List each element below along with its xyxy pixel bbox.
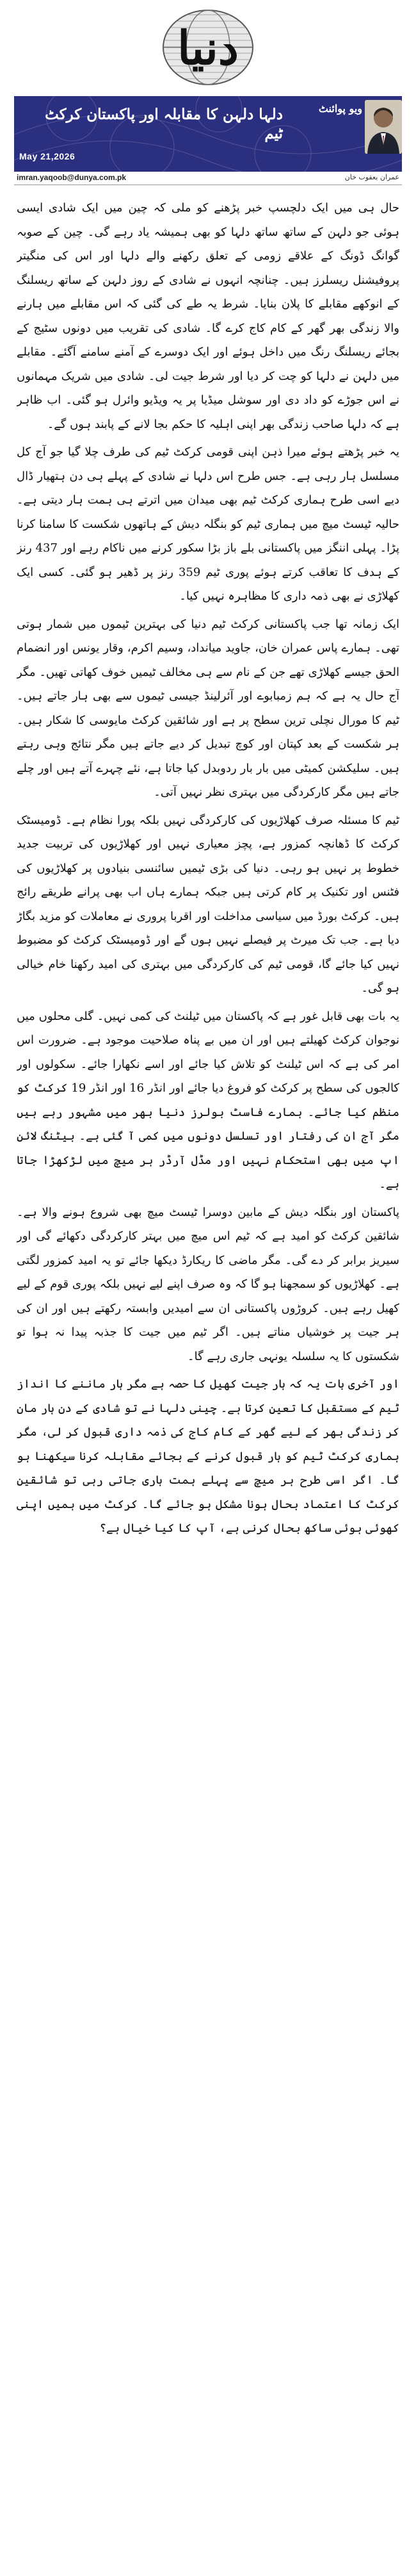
paragraph: پاکستان اور بنگلہ دیش کے مابین دوسرا ٹیسٹ میچ بھی شروع ہونے والا ہے۔ شائقین کرکٹ کو امید ہے کہ ٹیم اس میچ میں بہتر کارکردگی دکھائے گی اور سیریز برابر کر دے گی۔ مگر ماضی کا ریکارڈ دیکھا جائے تو یہ امید کمزور لگتی ہے۔ کھلاڑیوں کو سمجھنا ہو گا کہ وہ صرف اپنے لیے نہیں بلکہ پوری قوم کے لیے کھیل رہے ہیں۔ کروڑوں پاکستانی ان سے امیدیں وابستہ رکھتے ہیں اور ان کی ہر جیت پر خوشیاں مناتے ہیں۔ اگر ٹیم میں جیت کا جذبہ پیدا نہ ہوا تو شکستوں کا یہ سلسلہ یونہی جاری رہے گا۔ bbox=[17, 1205, 399, 1363]
paragraph: ٹیم کا مسئلہ صرف کھلاڑیوں کی کارکردگی نہیں بلکہ پورا نظام ہے۔ ڈومیسٹک کرکٹ کا ڈھانچہ کمزور ہے، پچز معیاری نہیں اور کھلاڑیوں کی تربیت جدید خطوط پر نہیں ہو رہی۔ دنیا کی بڑی ٹیمیں سائنسی بنیادوں پر کھلاڑیوں کی فٹنس اور تکنیک پر کام کرتی ہیں جبکہ ہمارے ہاں اب بھی پرانے طریقے رائج ہیں۔ کرکٹ بورڈ میں سیاسی مداخلت اور اقربا پروری نے معاملات کو مزید بگاڑ دیا ہے۔ جب تک میرٹ پر فیصلے نہیں ہوں گے اور ڈومیسٹک کرکٹ کو مضبوط نہیں کیا جائے گا، قومی ٹیم کی کارکردگی میں بہتری کی امید رکھنا خام خیالی ہو گی۔ bbox=[17, 813, 399, 995]
headline: دلہا دلہن کا مقابلہ اور پاکستان کرکٹ ٹیم bbox=[45, 106, 283, 142]
column-name: ویو پوائنٹ bbox=[318, 103, 362, 115]
author-credit: عمران یعقوب خان bbox=[344, 173, 399, 181]
paragraph: ایک زمانہ تھا جب پاکستانی کرکٹ ٹیم دنیا کی بہترین ٹیموں میں شمار ہوتی تھی۔ ہمارے پاس عمران خان، جاوید میانداد، وسیم اکرم، وقار یونس اور انضمام الحق جیسے کھلاڑی تھے جن کے نام سے ہی مخالف ٹیمیں خوف کھاتی تھیں۔ مگر آج حال یہ ہے کہ ہم زمبابوے اور آئرلینڈ جیسی ٹیموں سے بھی ہار جاتے ہیں۔ ٹیم کا مورال نچلی ترین سطح پر ہے اور شائقین کرکٹ مایوسی کا شکار ہیں۔ ہر شکست کے بعد کپتان اور کوچ تبدیل کر دیے جاتے ہیں مگر نتائج وہی رہتے ہیں۔ سلیکشن کمیٹی میں بار بار ردوبدل کیا جاتا ہے، نئے چہرے آتے ہیں اور چلے جاتے ہیں مگر کارکردگی میں بہتری نظر نہیں آتی۔ bbox=[17, 617, 399, 799]
column-header bbox=[14, 96, 402, 172]
paragraph: حال ہی میں ایک دلچسپ خبر پڑھنے کو ملی کہ چین میں ایک شادی ایسی ہوئی جو دلہن کے ساتھ ساتھ دلہا کو بھی ہمیشہ یاد رہے گی۔ چین کے صوبہ گوانگ ڈونگ کے علاقے زومی کے تعلق رکھنے والے دلہا اور اس کی منگیتر پروفیشنل ریسلرز ہیں۔ چنانچہ انہوں نے شادی کے روز دلہن کے ساتھ ریسلنگ کے انوکھے مقابلے کا پلان بنایا۔ شرط یہ طے کی گئی کہ اس مقابلے میں ہارنے والا زندگی بھر گھر کے کام کاج کرے گا۔ شادی کی تقریب میں دونوں سٹیج کے بجائے ریسلنگ رنگ میں داخل ہوئے اور ایک دوسرے کے آمنے سامنے آگئے۔ مقابلے میں دلہن نے دلہا کو چت کر دیا اور شرط جیت لی۔ شادی میں شریک مہمانوں نے اس جوڑے کو داد دی اور سوشل میڈیا پر یہ ویڈیو وائرل ہو گئی۔ اب ظاہر ہے کہ دلہا صاحب زندگی بھر اپنی اہلیہ کا حکم بجا لانے کے پابند ہوں گے۔ bbox=[17, 201, 399, 431]
author-box bbox=[289, 99, 402, 172]
paragraph: یہ خبر پڑھتے ہوئے میرا ذہن اپنی قومی کرکٹ ٹیم کی طرف چلا گیا جو آج کل مسلسل ہار رہی ہے۔ جس طرح اس دلہا نے شادی کے پہلے ہی دن ہتھیار ڈال دیے اسی طرح ہماری کرکٹ ٹیم بھی میدان میں اترتے ہی ہمت ہار دیتی ہے۔ حالیہ ٹیسٹ میچ میں ہماری ٹیم کو بنگلہ دیش کے ہاتھوں شکست کا سامنا کرنا پڑا۔ پہلی اننگز میں پاکستانی بلے باز بڑا سکور کرنے میں ناکام رہے اور 437 رنز کے ہدف کا تعاقب کرتے ہوئے پوری ٹیم 359 رنز پر ڈھیر ہو گئی۔ کسی ایک کھلاڑی نے بھی ذمہ داری کا مظاہرہ نہیں کیا۔ bbox=[17, 445, 399, 603]
article-body bbox=[17, 196, 399, 2566]
paragraph: یہ بات بھی قابل غور ہے کہ پاکستان میں ٹیلنٹ کی کمی نہیں۔ گلی محلوں میں نوجوان کرکٹ کھیلتے ہیں اور ان میں بے پناہ صلاحیت موجود ہے۔ ضرورت اس امر کی ہے کہ اس ٹیلنٹ کو تلاش کیا جائے اور اسے نکھارا جائے۔ سکولوں اور کالجوں کی سطح پر کرکٹ کو فروغ دیا جائے اور انڈر 16 اور انڈر 19 کرکٹ کو منظم کیا جائے۔ ہمارے فاسٹ بولرز دنیا بھر میں مشہور رہے ہیں مگر آج ان کی رفتار اور تسلسل دونوں میں کمی آ گئی ہے۔ بیٹنگ لائن اپ میں بھی استحکام نہیں اور مڈل آرڈر ہر میچ میں لڑکھڑا جاتا ہے۔ bbox=[17, 1009, 399, 1191]
author-photo bbox=[365, 100, 402, 154]
dunya-logo bbox=[144, 5, 272, 88]
author-portrait-icon bbox=[365, 100, 402, 154]
paragraph: اور آخری بات یہ کہ ہار جیت کھیل کا حصہ ہے مگر ہار ماننے کا انداز ٹیم کے مستقبل کا تعین کرتا ہے۔ چینی دلہا نے تو شادی کے دن ہار مان کر زندگی بھر کے لیے گھر کے کام کاج کی ذمہ داری قبول کر لی، مگر ہماری کرکٹ ٹیم کو ہار قبول کرنے کے بجائے مقابلہ کرنا سیکھنا ہو گا۔ اگر اسی طرح ہر میچ سے پہلے ہمت ہاری جاتی رہی تو شائقین کرکٹ کا اعتماد بحال ہونا مشکل ہو جائے گا۔ کرکٹ میں ہمیں اپنی کھوئی ہوئی ساکھ بحال کرنی ہے، آپ کا کیا خیال ہے؟ bbox=[17, 1377, 399, 1535]
publish-date: May 21,2026 bbox=[19, 151, 76, 161]
masthead bbox=[0, 0, 416, 96]
author-email[interactable]: imran.yaqoob@dunya.com.pk bbox=[17, 173, 127, 182]
byline-bar bbox=[14, 173, 402, 185]
logo-text: دنیا bbox=[177, 21, 239, 75]
